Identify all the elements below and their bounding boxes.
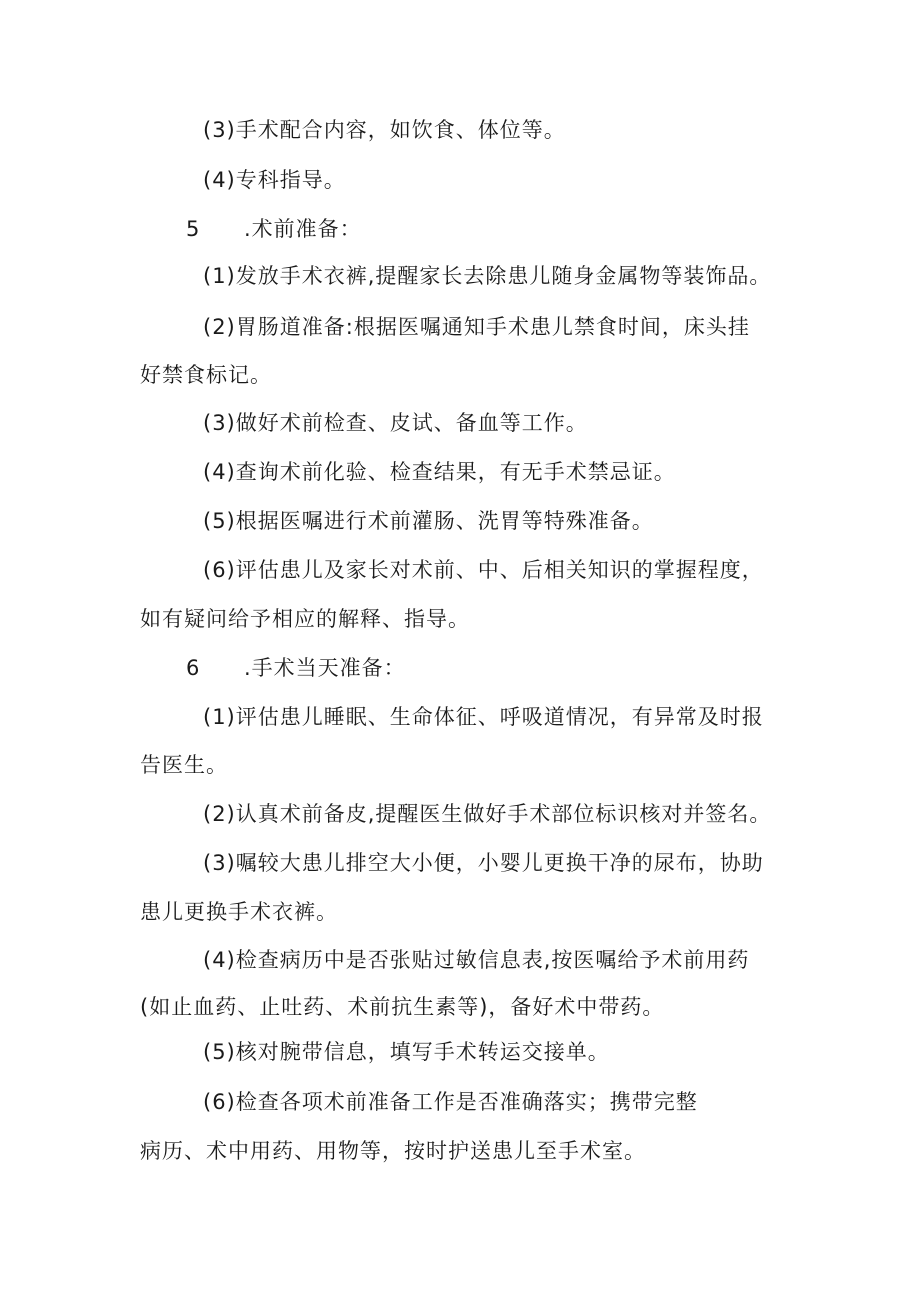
text-line: (4)专科指导。 [203,168,346,192]
text-line: (1)评估患儿睡眠、生命体征、呼吸道情况，有异常及时报 [203,705,764,729]
text-line: 如有疑问给予相应的解释、指导。 [140,607,470,631]
text-line: (6)评估患儿及家长对术前、中、后相关知识的掌握程度， [203,558,764,582]
text-line: 患儿更换手术衣裤。 [140,900,338,924]
section-number: 5 [186,217,201,241]
text-line: (2)认真术前备皮,提醒医生做好手术部位标识核对并签名。 [203,802,772,826]
text-line: (3)做好术前检查、皮试、备血等工作。 [203,411,588,435]
section-title: .手术当天准备： [244,656,406,680]
section-heading-6 [186,654,406,682]
text-line: (6)检查各项术前准备工作是否准确落实；携带完整 [203,1090,698,1114]
section-heading-5 [186,215,362,243]
section-number: 6 [186,656,201,680]
text-line: (2)胃肠道准备:根据医嘱通知手术患儿禁食时间，床头挂 [203,315,750,339]
text-line: (5)根据医嘱进行术前灌肠、洗胃等特殊准备。 [203,509,654,533]
text-line: 告医生。 [140,753,228,777]
text-line: (4)检查病历中是否张贴过敏信息表,按医嘱给予术前用药 [203,948,750,972]
text-line: (如止血药、止吐药、术前抗生素等)，备好术中带药。 [140,995,665,1019]
text-line: 病历、术中用药、用物等，按时护送患儿至手术室。 [140,1139,646,1163]
text-line: (5)核对腕带信息，填写手术转运交接单。 [203,1040,610,1064]
text-line: (3)嘱较大患儿排空大小便，小婴儿更换干净的尿布，协助 [203,851,764,875]
text-line: (4)查询术前化验、检查结果，有无手术禁忌证。 [203,460,676,484]
text-line: (1)发放手术衣裤,提醒家长去除患儿随身金属物等装饰品。 [203,264,772,288]
text-line: (3)手术配合内容，如饮食、体位等。 [203,118,566,142]
section-title: .术前准备： [244,217,362,241]
text-line: 好禁食标记。 [140,363,272,387]
